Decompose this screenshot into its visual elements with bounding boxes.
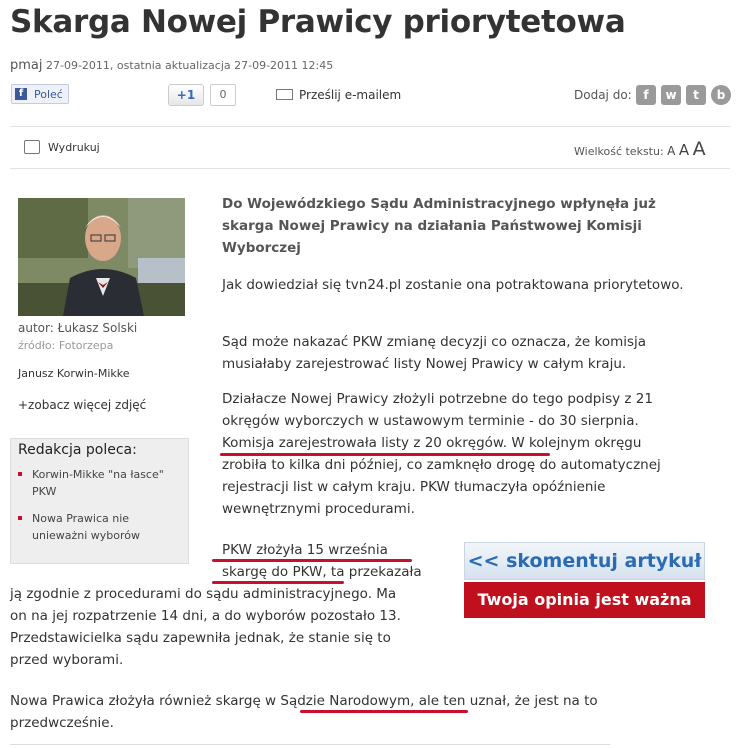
article-lead: Do Wojewódzkiego Sądu Administracyjnego wpłynęła już skarga Nowej Prawicy na działania Państwowej Komisji Wyborczej xyxy=(222,196,656,256)
paragraph-line: przed wyborami. xyxy=(10,652,124,668)
paragraph-line: Komisja zarejestrowała listy z 20 okręgów. W kolejnym okręgu xyxy=(222,435,642,451)
paragraph-line: zrobiła to kilka dni później, co zamknęło drogę do automatycznej xyxy=(222,457,661,473)
paragraph-line: przedwcześnie. xyxy=(10,715,114,731)
paragraph-line: on na jej rozpatrzenie 14 dni, a do wyborów pozostało 13. xyxy=(10,608,401,624)
paragraph-line: rejestracji list w całym kraju. PKW tłumaczyła opóźnienie xyxy=(222,479,606,495)
recommended-item-label: Korwin-Mikke "na łasce" PKW xyxy=(32,468,164,498)
printer-icon xyxy=(24,140,40,154)
email-label: Prześlij e-mailem xyxy=(299,88,402,102)
font-medium-button[interactable]: A xyxy=(678,141,690,159)
google-plus-count: 0 xyxy=(210,84,236,106)
article-author[interactable]: pmaj xyxy=(10,58,43,73)
wykop-icon[interactable]: w xyxy=(661,85,681,105)
paragraph: Sąd może nakazać PKW zmianę decyzji co oznacza, że komisja musiałaby zarejestrować listy Nowej Prawicy w całym kraju. xyxy=(222,334,647,372)
google-plus-button[interactable]: +1 xyxy=(168,84,204,106)
comment-cta[interactable] xyxy=(464,542,705,618)
divider xyxy=(10,168,730,169)
comment-article-button[interactable]: << skomentuj artykuł xyxy=(464,542,705,580)
paragraph: Jak dowiedział się tvn24.pl zostanie ona potraktowana priorytetowo. xyxy=(222,277,684,293)
font-small-button[interactable]: A xyxy=(667,144,676,158)
red-underline xyxy=(300,710,468,713)
paragraph-line: Działacze Nowej Prawicy złożyli potrzebne do tego podpisy z 21 xyxy=(222,391,653,407)
recommended-heading: Redakcja poleca: xyxy=(18,442,137,458)
print-label: Wydrukuj xyxy=(48,141,100,154)
facebook-like-button[interactable] xyxy=(11,84,69,104)
recommended-item[interactable] xyxy=(18,466,183,500)
print-button[interactable] xyxy=(24,140,100,154)
like-label: Poleć xyxy=(34,88,63,101)
photo-caption: Janusz Korwin-Mikke xyxy=(18,367,130,380)
paragraph-line: PKW złożyła 15 września xyxy=(222,542,388,558)
envelope-icon xyxy=(276,89,293,100)
font-large-button[interactable]: A xyxy=(692,138,706,160)
recommended-item-label: Nowa Prawica nie unieważni wyborów xyxy=(32,512,141,542)
paragraph-line: ją zgodnie z procedurami do sądu administracyjnego. Ma xyxy=(10,586,397,602)
divider xyxy=(10,744,610,745)
photo-source: źródło: Fotorzepa xyxy=(18,339,114,352)
twitter-icon[interactable]: t xyxy=(686,85,706,105)
bullet-icon xyxy=(18,516,22,520)
photo-image xyxy=(18,198,185,316)
facebook-icon[interactable]: f xyxy=(636,85,656,105)
article-photo[interactable] xyxy=(18,198,185,316)
paragraph-line: Nowa Prawica złożyła również skargę w Sądzie Narodowym, ale ten uznał, że jest na to xyxy=(10,693,598,709)
red-underline xyxy=(212,559,412,562)
paragraph-line: okręgów wyborczych w ustawowym terminie - do 30 sierpnia. xyxy=(222,413,639,429)
article-meta xyxy=(10,58,333,73)
photo-author: autor: Łukasz Solski xyxy=(18,321,138,335)
blip-icon[interactable]: b xyxy=(711,85,731,105)
email-share-link[interactable] xyxy=(276,88,401,102)
font-size-label: Wielkość tekstu: xyxy=(574,145,664,158)
recommended-item[interactable] xyxy=(18,510,183,544)
opinion-banner[interactable]: Twoja opinia jest ważna xyxy=(464,582,705,618)
red-underline xyxy=(212,581,344,584)
bullet-icon xyxy=(18,472,22,476)
article-title: Skarga Nowej Prawicy priorytetowa xyxy=(10,4,626,40)
paragraph-line: skargę do PKW, ta przekazała xyxy=(222,564,422,580)
font-size-control xyxy=(574,138,706,160)
divider xyxy=(10,126,730,127)
article-dates: 27-09-2011, ostatnia aktualizacja 27-09-2011 12:45 xyxy=(46,59,334,72)
facebook-icon: f xyxy=(15,88,27,100)
red-underline xyxy=(220,453,550,456)
paragraph-line: Przedstawicielka sądu zapewniła jednak, że stanie się to xyxy=(10,630,391,646)
paragraph-line: wewnętrznymi procedurami. xyxy=(222,501,415,517)
add-to-label: Dodaj do: xyxy=(574,88,632,102)
more-photos-link[interactable]: +zobacz więcej zdjęć xyxy=(18,398,147,412)
